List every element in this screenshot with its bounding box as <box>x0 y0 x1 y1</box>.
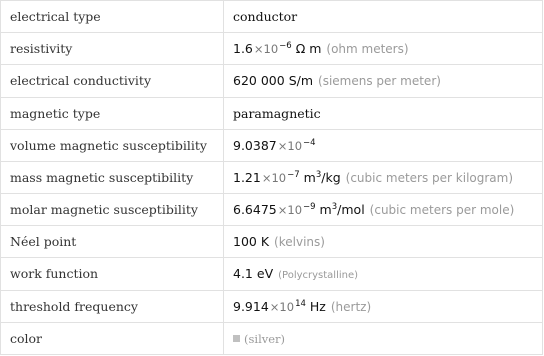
unit-note: (hertz) <box>330 299 372 314</box>
electrical-type-value: conductor <box>233 9 298 25</box>
table-row <box>1 258 543 290</box>
row-value <box>224 258 543 290</box>
value-mantissa: 6.6475 <box>233 202 277 218</box>
value-unit: S/m <box>288 73 314 89</box>
row-label: electrical type <box>1 1 224 33</box>
row-label: electrical conductivity <box>1 65 224 97</box>
row-label: volume magnetic susceptibility <box>1 129 224 161</box>
row-value <box>224 322 543 354</box>
row-label: Néel point <box>1 226 224 258</box>
value-unit: K <box>260 234 270 250</box>
row-value <box>224 129 543 161</box>
times-ten: ×10 <box>261 170 287 185</box>
table-row <box>1 97 543 129</box>
row-label: resistivity <box>1 33 224 65</box>
unit-exponent: 3 <box>315 169 322 180</box>
color-swatch <box>233 335 240 342</box>
value-unit: eV <box>256 266 274 282</box>
row-value <box>224 1 543 33</box>
row-label: threshold frequency <box>1 290 224 322</box>
table-row <box>1 161 543 193</box>
value-mantissa: 1.6 <box>233 41 253 57</box>
unit-rest: /mol <box>337 202 365 218</box>
row-label: mass magnetic susceptibility <box>1 161 224 193</box>
table-row <box>1 226 543 258</box>
row-value <box>224 65 543 97</box>
row-value <box>224 290 543 322</box>
table-row <box>1 290 543 322</box>
value-mantissa: 9.914 <box>233 298 269 314</box>
row-label: work function <box>1 258 224 290</box>
row-label: magnetic type <box>1 97 224 129</box>
table-row <box>1 33 543 65</box>
row-value <box>224 226 543 258</box>
value-unit: Hz <box>309 298 326 314</box>
unit-base: m <box>303 169 316 185</box>
row-label: color <box>1 322 224 354</box>
value-unit <box>304 170 341 185</box>
unit-note: (kelvins) <box>274 235 325 250</box>
table-row <box>1 194 543 226</box>
row-value <box>224 33 543 65</box>
value-unit <box>320 202 365 217</box>
times-ten: ×10 <box>277 138 303 153</box>
magnetic-type-value: paramagnetic <box>233 105 321 121</box>
unit-rest: /kg <box>321 169 341 185</box>
table-row <box>1 1 543 33</box>
unit-note: (cubic meters per mole) <box>369 203 515 218</box>
unit-base: m <box>319 202 332 218</box>
row-value <box>224 161 543 193</box>
times-ten: ×10 <box>277 203 303 218</box>
times-ten: ×10 <box>253 42 279 57</box>
value-mantissa: 100 <box>233 234 257 250</box>
row-value <box>224 194 543 226</box>
value-mantissa: 9.0387 <box>233 137 277 153</box>
table-row <box>1 129 543 161</box>
exponent: −7 <box>287 169 300 180</box>
exponent: −6 <box>279 41 292 52</box>
unit-exponent: 3 <box>331 202 338 213</box>
unit-note: (Polycrystalline) <box>278 270 359 282</box>
unit-note: (ohm meters) <box>326 42 409 57</box>
unit-note: (siemens per meter) <box>318 74 441 89</box>
row-label: molar magnetic susceptibility <box>1 194 224 226</box>
table-row <box>1 322 543 354</box>
value-unit: Ω m <box>295 41 322 57</box>
value-mantissa: 4.1 <box>233 266 253 282</box>
value-mantissa: 1.21 <box>233 169 261 185</box>
value-mantissa: 620 000 <box>233 73 285 89</box>
color-note: (silver) <box>244 331 286 346</box>
table-row <box>1 65 543 97</box>
unit-note: (cubic meters per kilogram) <box>345 170 514 185</box>
row-value <box>224 97 543 129</box>
times-ten: ×10 <box>269 299 295 314</box>
exponent: 14 <box>295 298 306 309</box>
exponent: −4 <box>303 137 316 148</box>
exponent: −9 <box>303 202 316 213</box>
